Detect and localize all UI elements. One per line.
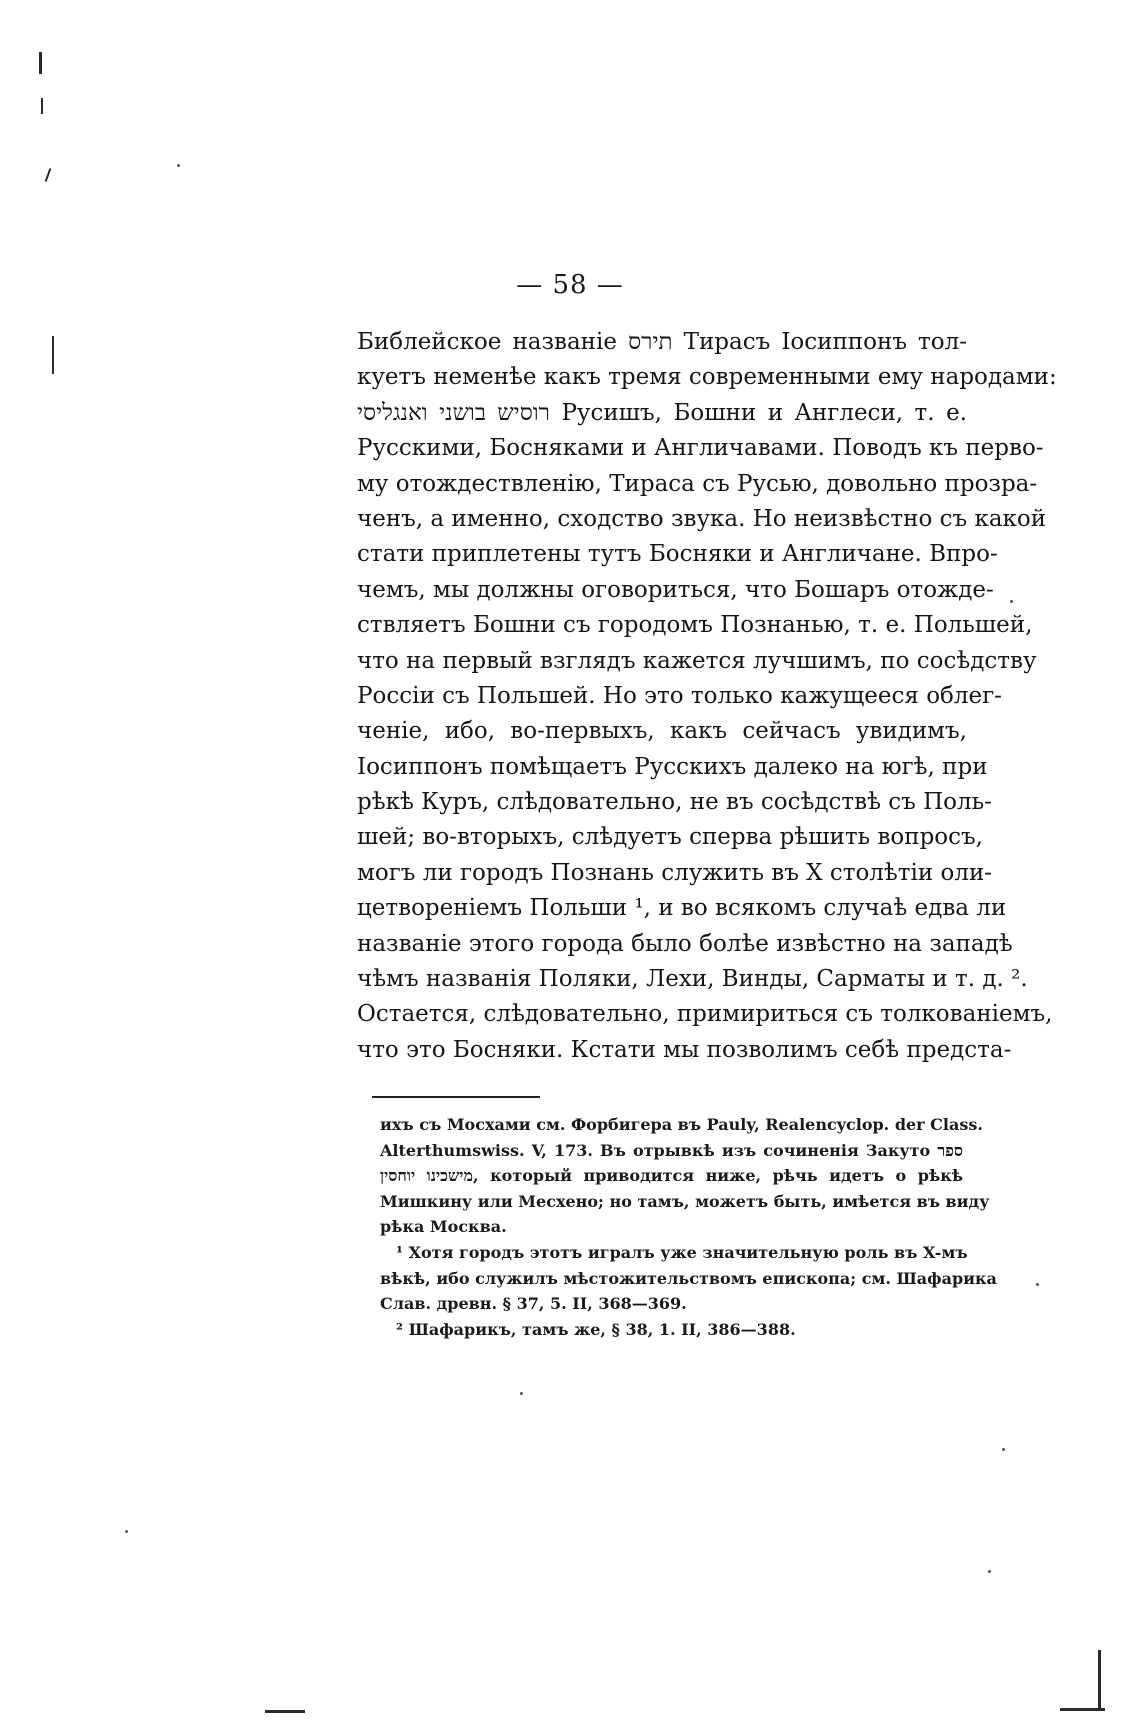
scan-artifact <box>52 336 54 374</box>
main-text-block <box>357 325 1057 1068</box>
footnote-line: вѣкѣ, ибо служилъ мѣстожительствомъ епископа; см. Шафарика <box>380 1268 997 1288</box>
footnote-line: מישכינו יוחסין, который приводится ниже, рѣчь идетъ о рѣкѣ <box>380 1166 963 1186</box>
footnote-2: ² Шафарикъ, тамъ же, § 38, 1. II, 386—388. <box>396 1319 796 1339</box>
text-line: Россіи съ Польшей. Но это только кажущееся облег- <box>357 682 1002 709</box>
scan-artifact <box>45 168 52 182</box>
scan-artifact <box>1098 1650 1101 1710</box>
footnote-line: Слав. древн. § 37, 5. II, 368—369. <box>380 1294 687 1314</box>
text-line: רוסיש בושני ואנגליסי Русишъ, Бошни и Англеси, т. е. <box>357 399 967 426</box>
scan-artifact <box>125 1530 128 1533</box>
text-line: чемъ, мы должны оговориться, что Бошаръ отожде- <box>357 576 994 603</box>
text-line: Русскими, Босняками и Англичавами. Поводъ къ перво- <box>357 435 1044 462</box>
scan-artifact <box>265 1710 305 1713</box>
text-line: ствляетъ Бошни съ городомъ Познанью, т. е. Польшей, <box>357 612 1033 639</box>
text-line: Остается, слѣдовательно, примириться съ толкованіемъ, <box>357 1001 1053 1028</box>
scan-artifact <box>520 1392 523 1395</box>
text-line: чѣмъ названія Поляки, Лехи, Винды, Сарматы и т. д. ². <box>357 966 1028 993</box>
text-line: ченъ, а именно, сходство звука. Но неизвѣстно съ какой <box>357 505 1047 532</box>
text-line: стати приплетены тутъ Босняки и Англичане. Впро- <box>357 541 998 568</box>
page-number: — 58 — <box>516 270 624 300</box>
text-line: Библейское названіе תירס Тирасъ Іосиппонъ тол- <box>357 329 967 355</box>
scan-artifact <box>1010 600 1013 603</box>
text-line: рѣкѣ Куръ, слѣдовательно, не въ сосѣдствѣ съ Поль- <box>357 789 992 816</box>
footnote-line: рѣка Москва. <box>380 1217 507 1237</box>
scan-artifact <box>177 164 180 167</box>
text-line: куетъ неменѣе какъ тремя современными ему народами: <box>357 364 1057 391</box>
text-line: могъ ли городъ Познань служить въ X столѣтіи оли- <box>357 859 993 886</box>
text-line: что это Босняки. Кстати мы позволимъ себѣ предста- <box>357 1036 1012 1063</box>
text-line: шей; во-вторыхъ, слѣдуетъ сперва рѣшить вопросъ, <box>357 824 983 851</box>
footnote-line: ихъ съ Мосхами см. Форбигера въ Pauly, Realencyclop. der Class. <box>380 1115 983 1134</box>
scan-artifact <box>988 1570 991 1573</box>
scan-artifact <box>39 52 42 74</box>
footnote-1: ¹ Хотя городъ этотъ игралъ уже значительную роль въ X-мъ <box>396 1242 968 1262</box>
scan-artifact <box>1036 1283 1039 1286</box>
text-line: му отождествленію, Тираса съ Русью, довольно прозра- <box>357 470 1038 497</box>
text-line: Іосиппонъ помѣщаетъ Русскихъ далеко на югѣ, при <box>357 753 988 780</box>
scan-artifact <box>41 98 43 114</box>
text-line: что на первый взглядъ кажется лучшимъ, по сосѣдству <box>357 647 1037 674</box>
text-line: цетвореніемъ Польши ¹, и во всякомъ случаѣ едва ли <box>357 895 1007 922</box>
footnote-line: Мишкину или Месхено; но тамъ, можетъ быть, имѣется въ виду <box>380 1191 990 1211</box>
footnote-separator <box>372 1096 540 1098</box>
footnotes-block <box>380 1112 997 1342</box>
text-line: названіе этого города было болѣе извѣстно на западѣ <box>357 930 1013 957</box>
footnote-line: Alterthumswiss. V, 173. Въ отрывкѣ изъ сочиненія Закуто ספר <box>380 1140 963 1160</box>
scan-artifact <box>1002 1448 1005 1451</box>
text-line: ченіе, ибо, во-первыхъ, какъ сейчасъ увидимъ, <box>357 718 967 745</box>
